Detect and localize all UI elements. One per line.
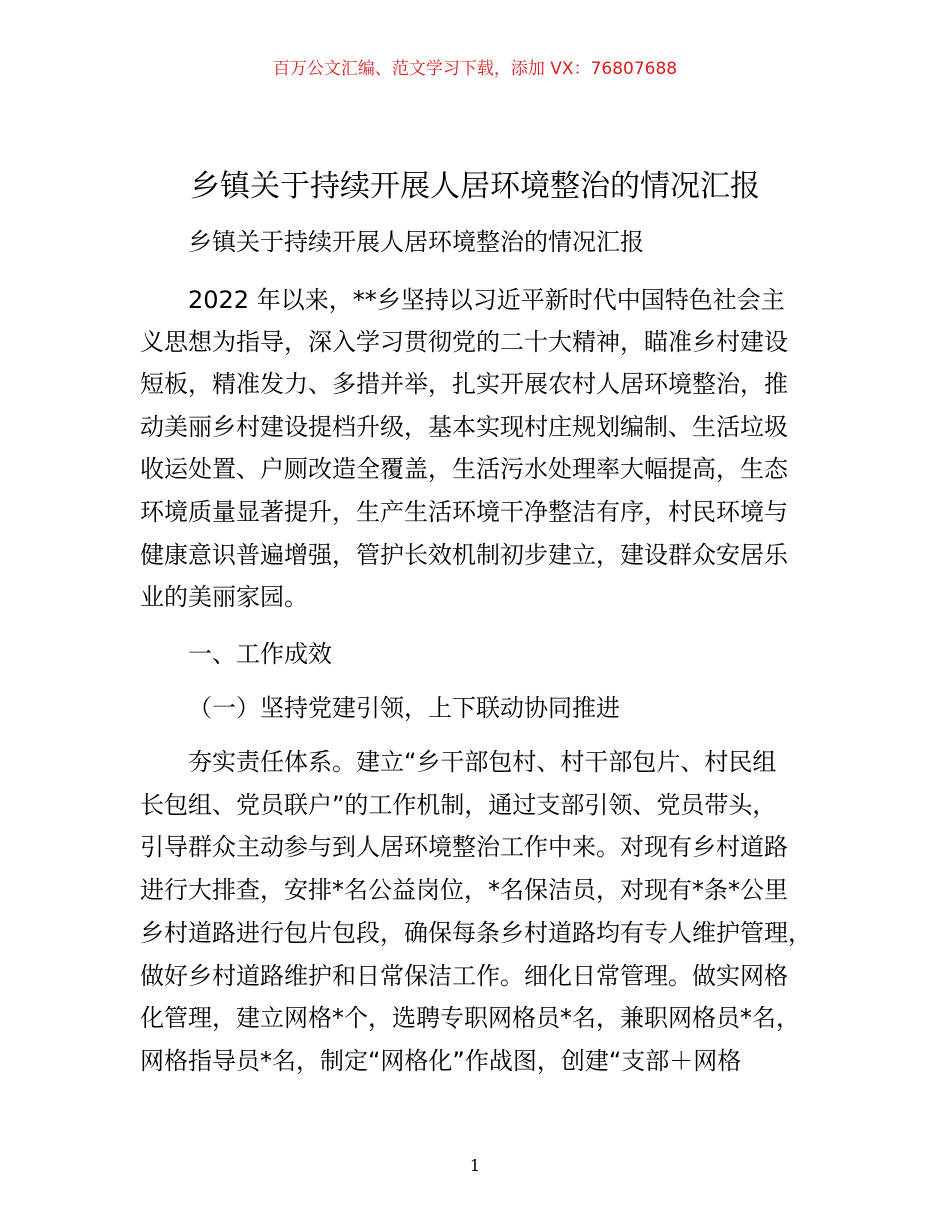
page-number: 1 <box>469 1156 481 1175</box>
subtitle-line: 乡镇关于持续开展人居环境整治的情况汇报 <box>188 228 644 256</box>
body-line: 长包组、党员联户”的工作机制，通过支部引领、党员带头， <box>140 791 777 819</box>
body-line: 进行大排查，安排*名公益岗位，*名保洁员，对现有*条*公里 <box>140 876 788 904</box>
body-line: 健康意识普遍增强，管护长效机制初步建立，建设群众安居乐 <box>140 541 788 569</box>
document-title: 乡镇关于持续开展人居环境整治的情况汇报 <box>190 169 760 204</box>
body-line: 网格指导员*名，制定“网格化”作战图，创建“支部＋网格 <box>140 1047 742 1075</box>
body-line: 动美丽乡村建设提档升级，基本实现村庄规划编制、生活垃圾 <box>140 413 788 441</box>
body-line: 乡村道路进行包片包段，确保每条乡村道路均有专人维护管理， <box>140 919 812 947</box>
section-heading: 一、工作成效 <box>188 640 332 668</box>
body-line: 2022 年以来，**乡坚持以习近平新时代中国特色社会主 <box>188 286 785 314</box>
promo-banner: 百万公文汇编、范文学习下载，添加 VX：76807688 <box>272 59 678 79</box>
body-line: 做好乡村道路维护和日常保洁工作。细化日常管理。做实网格 <box>140 962 788 990</box>
body-line: 化管理，建立网格*个，选聘专职网格员*名，兼职网格员*名， <box>140 1004 800 1032</box>
body-line: 环境质量显著提升，生产生活环境干净整洁有序，村民环境与 <box>140 498 788 526</box>
body-line: 义思想为指导，深入学习贯彻党的二十大精神，瞄准乡村建设 <box>140 328 788 356</box>
body-line: 短板，精准发力、多措并举，扎实开展农村人居环境整治，推 <box>140 370 788 398</box>
body-line: 收运处置、户厕改造全覆盖，生活污水处理率大幅提高，生态 <box>140 455 788 483</box>
body-line: 业的美丽家园。 <box>140 583 308 611</box>
body-line: 夯实责任体系。建立“乡干部包村、村干部包片、村民组 <box>188 748 777 776</box>
subsection-heading: （一）坚持党建引领，上下联动协同推进 <box>188 694 620 722</box>
body-line: 引导群众主动参与到人居环境整治工作中来。对现有乡村道路 <box>140 833 788 861</box>
